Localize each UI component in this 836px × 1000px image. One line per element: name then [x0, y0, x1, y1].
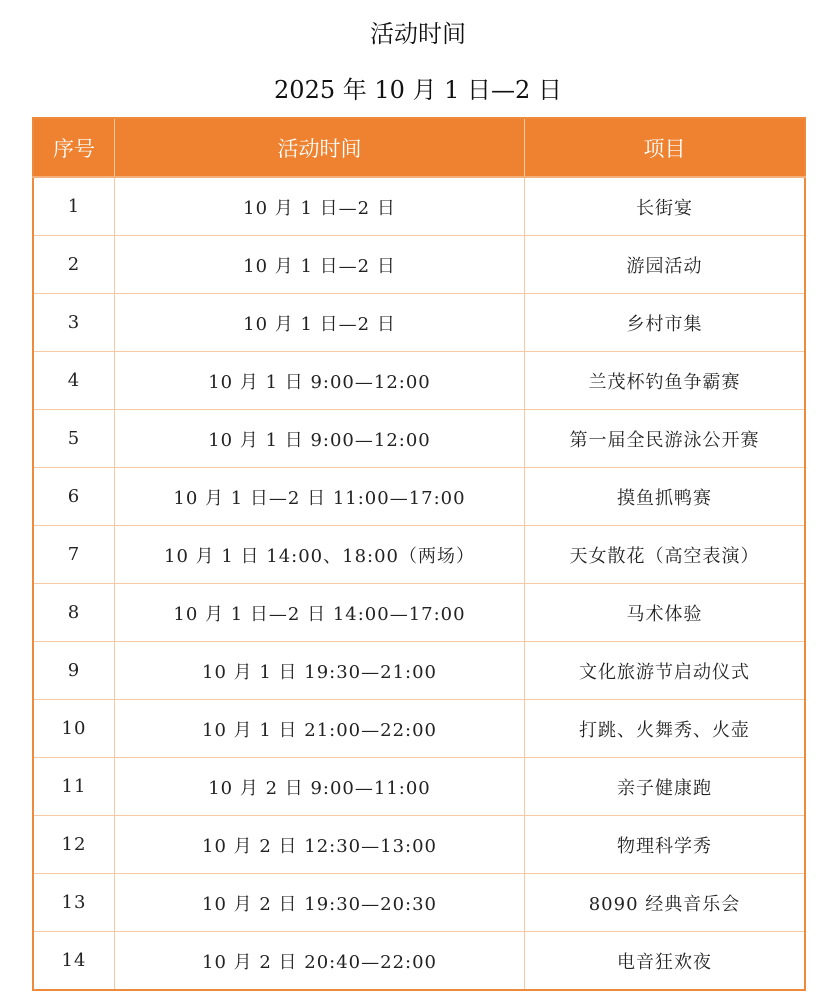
cell-index: 1	[33, 177, 115, 236]
cell-index: 10	[33, 700, 115, 758]
cell-item: 乡村市集	[525, 294, 806, 352]
cell-time: 10 月 2 日 12:30—13:00	[115, 816, 525, 874]
table-row	[33, 294, 805, 352]
cell-index: 3	[33, 294, 115, 352]
cell-item: 马术体验	[525, 584, 806, 642]
cell-time: 10 月 1 日—2 日	[115, 236, 525, 294]
table-row	[33, 410, 805, 468]
table-row	[33, 468, 805, 526]
cell-item: 天女散花（高空表演）	[525, 526, 806, 584]
cell-index: 11	[33, 758, 115, 816]
table-row	[33, 874, 805, 932]
table-row	[33, 352, 805, 410]
cell-item: 8090 经典音乐会	[525, 874, 806, 932]
cell-index: 9	[33, 642, 115, 700]
cell-item: 物理科学秀	[525, 816, 806, 874]
cell-item: 游园活动	[525, 236, 806, 294]
table-row	[33, 642, 805, 700]
table-row	[33, 526, 805, 584]
schedule-table	[32, 117, 806, 991]
cell-time: 10 月 2 日 20:40—22:00	[115, 932, 525, 991]
table-header-row	[33, 118, 805, 177]
document-subtitle: 2025 年 10 月 1 日—2 日	[274, 76, 562, 104]
table-row	[33, 700, 805, 758]
cell-time: 10 月 1 日 21:00—22:00	[115, 700, 525, 758]
cell-index: 8	[33, 584, 115, 642]
column-header-time: 活动时间	[115, 118, 525, 177]
cell-time: 10 月 1 日 14:00、18:00（两场）	[115, 526, 525, 584]
table-row	[33, 758, 805, 816]
column-header-item: 项目	[525, 118, 806, 177]
cell-time: 10 月 1 日—2 日 14:00—17:00	[115, 584, 525, 642]
cell-item: 文化旅游节启动仪式	[525, 642, 806, 700]
cell-item: 亲子健康跑	[525, 758, 806, 816]
cell-item: 电音狂欢夜	[525, 932, 806, 991]
cell-index: 13	[33, 874, 115, 932]
cell-time: 10 月 2 日 9:00—11:00	[115, 758, 525, 816]
table-row	[33, 177, 805, 236]
cell-time: 10 月 1 日—2 日	[115, 177, 525, 236]
cell-item: 长街宴	[525, 177, 806, 236]
cell-index: 2	[33, 236, 115, 294]
cell-time: 10 月 2 日 19:30—20:30	[115, 874, 525, 932]
column-header-index: 序号	[33, 118, 115, 177]
cell-time: 10 月 1 日—2 日 11:00—17:00	[115, 468, 525, 526]
cell-item: 第一届全民游泳公开赛	[525, 410, 806, 468]
cell-index: 14	[33, 932, 115, 991]
cell-time: 10 月 1 日 9:00—12:00	[115, 352, 525, 410]
cell-time: 10 月 1 日 9:00—12:00	[115, 410, 525, 468]
table-row	[33, 816, 805, 874]
table-row	[33, 932, 805, 991]
cell-index: 7	[33, 526, 115, 584]
cell-index: 6	[33, 468, 115, 526]
table-row	[33, 584, 805, 642]
cell-index: 12	[33, 816, 115, 874]
cell-index: 5	[33, 410, 115, 468]
cell-time: 10 月 1 日—2 日	[115, 294, 525, 352]
cell-item: 打跳、火舞秀、火壶	[525, 700, 806, 758]
cell-item: 兰茂杯钓鱼争霸赛	[525, 352, 806, 410]
document-title: 活动时间	[370, 20, 466, 48]
cell-time: 10 月 1 日 19:30—21:00	[115, 642, 525, 700]
cell-index: 4	[33, 352, 115, 410]
table-row	[33, 236, 805, 294]
cell-item: 摸鱼抓鸭赛	[525, 468, 806, 526]
